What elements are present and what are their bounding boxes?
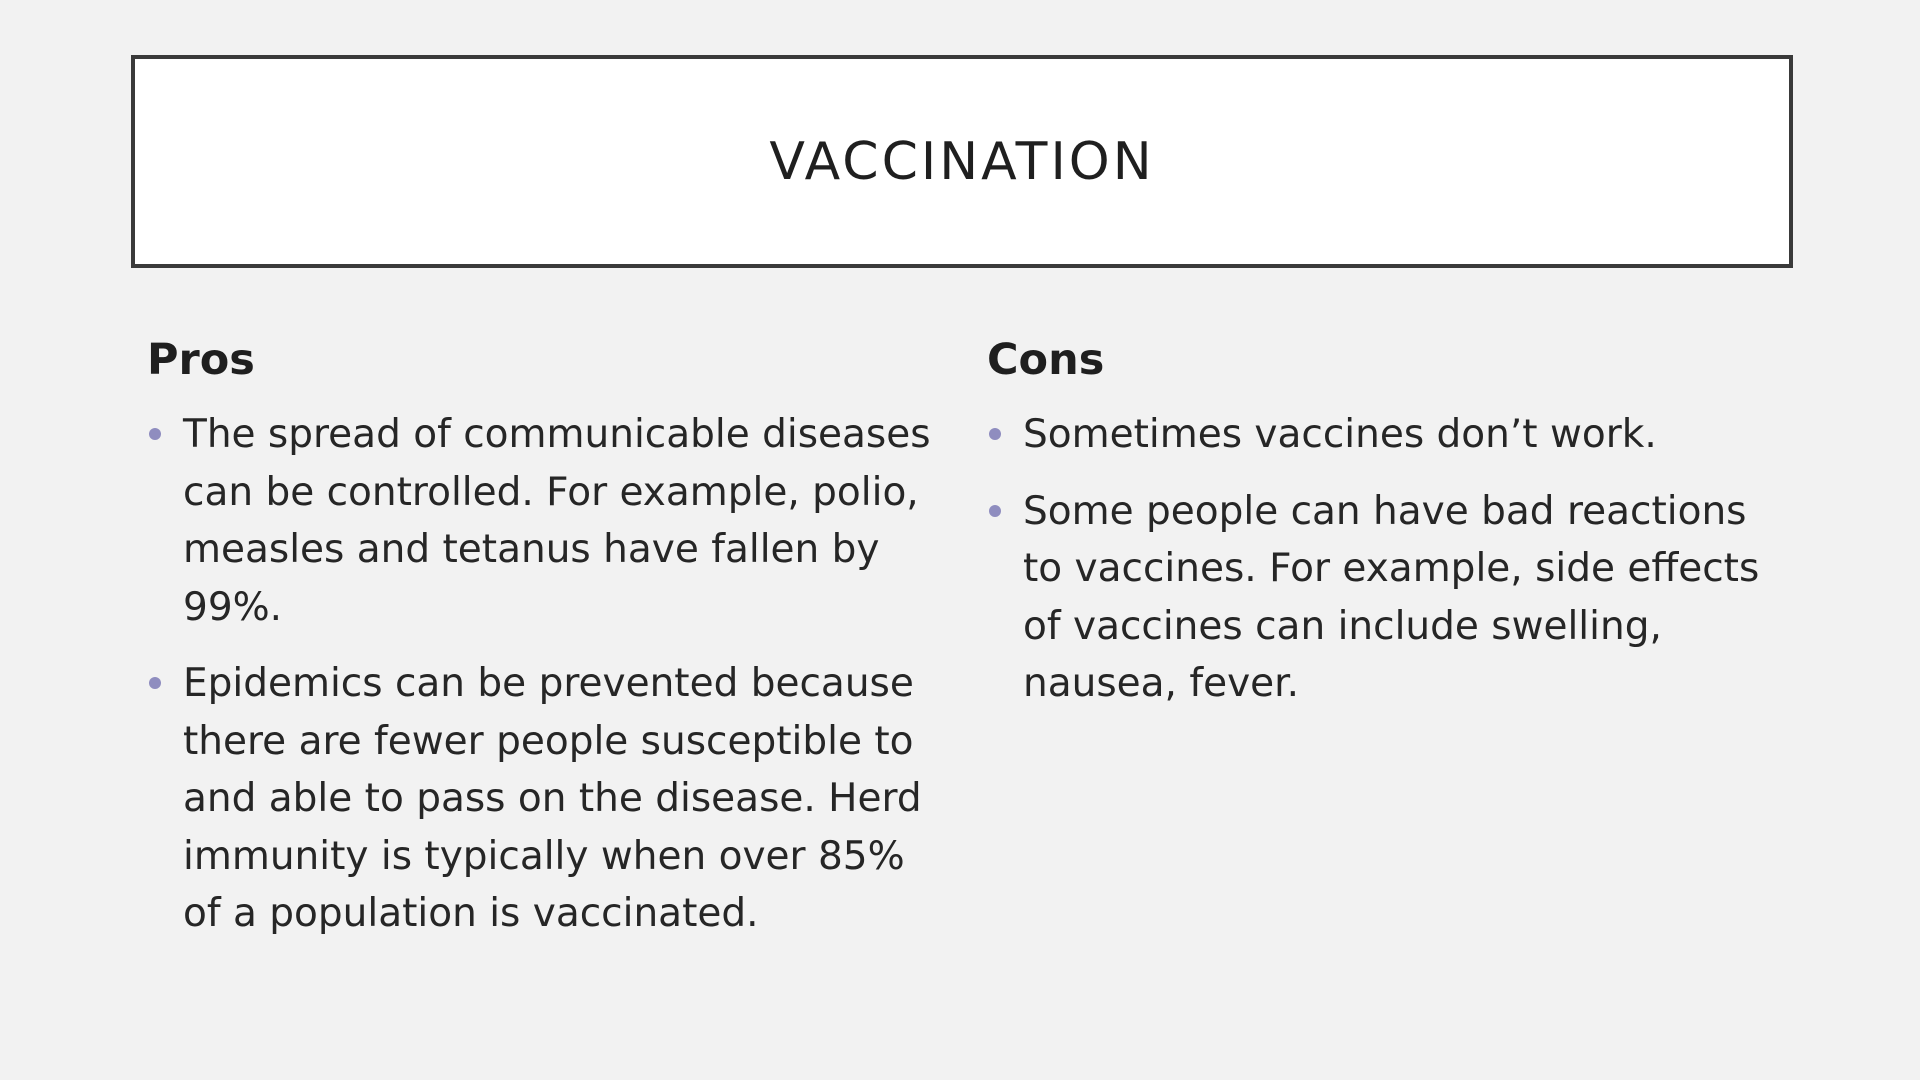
pros-heading: Pros (147, 335, 255, 385)
cons-item-text: Sometimes vaccines don’t work. (1023, 412, 1657, 457)
cons-item (987, 406, 1767, 464)
slide-title: VACCINATION (769, 131, 1155, 192)
cons-item (987, 483, 1767, 713)
pros-item (147, 655, 937, 943)
pros-column (147, 330, 937, 962)
bullet-dot-icon (149, 428, 161, 440)
cons-list (987, 406, 1767, 713)
cons-heading: Cons (987, 335, 1105, 385)
pros-item (147, 406, 937, 636)
bullet-dot-icon (989, 505, 1001, 517)
cons-column (987, 330, 1767, 732)
pros-list (147, 406, 937, 943)
cons-item-text: Some people can have bad reactions to vaccines. For example, side effects of vaccines can include swelling, nausea, fever. (1023, 488, 1760, 706)
pros-item-text: Epidemics can be prevented because there are fewer people susceptible to and able to pass on the disease. Herd immunity is typically when over 85% of a population is vaccinated. (183, 661, 922, 936)
bullet-dot-icon (149, 677, 161, 689)
title-box (131, 55, 1793, 268)
pros-item-text: The spread of communicable diseases can be controlled. For example, polio, measles and tetanus have fallen by 99%. (183, 412, 931, 630)
bullet-dot-icon (989, 428, 1001, 440)
